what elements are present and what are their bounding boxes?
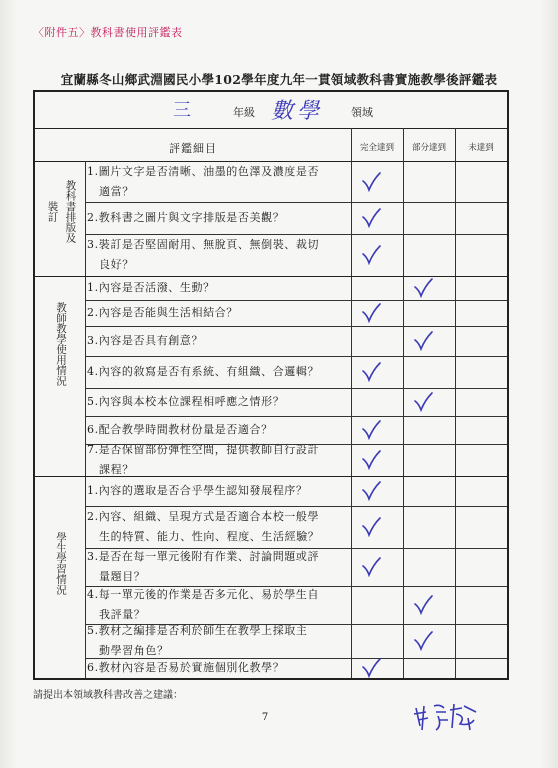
check-mark-icon — [361, 303, 381, 323]
category-3-name: 學生學習情況 — [55, 532, 67, 595]
category-divider — [85, 161, 86, 678]
col-divider-1 — [351, 128, 352, 678]
row-text-line1: 4.每一單元後的作業是否多元化、易於學生自 — [87, 588, 320, 601]
row-text-line2: 適當？ — [99, 184, 134, 198]
check-mark-icon — [361, 245, 381, 265]
row-text-line1: 3.內容是否具有創意？ — [87, 334, 204, 347]
table-row-item-10 — [87, 440, 349, 480]
check-mark-icon — [413, 595, 433, 615]
check-mark-icon — [413, 392, 433, 412]
table-row-item-15 — [87, 621, 349, 661]
page-number: 7 — [261, 712, 269, 723]
subject-label: 領域 — [351, 106, 373, 119]
row-text-line1: 1.內容的選取是否合乎學生認知發展程序？ — [87, 484, 308, 497]
category-1-name: 裝訂 — [46, 201, 59, 222]
row-text-line2: 生的特質、能力、性向、程度、生活經驗？ — [99, 530, 320, 543]
row-divider — [85, 586, 507, 587]
row-text-line2: 良好？ — [99, 258, 134, 271]
table-row-item-6 — [87, 331, 349, 351]
table-row-item-16 — [87, 658, 349, 678]
col-divider-3 — [455, 128, 456, 678]
header-partial: 部分達到 — [411, 143, 446, 153]
table-row-item-2 — [87, 208, 349, 228]
row-text-line1: 3.裝訂是否堅固耐用、無脫頁、無倒裝、裁切 — [87, 238, 320, 251]
table-row-item-9 — [87, 420, 349, 440]
grade-value: 三 — [173, 100, 197, 121]
table-row-item-5 — [87, 303, 349, 323]
row-text-line1: 3.是否在每一單元後附有作業、討論問題或評 — [87, 550, 320, 563]
row-divider — [85, 326, 507, 327]
table-row-item-7 — [87, 362, 349, 382]
row-divider — [85, 506, 507, 507]
table-row-item-13 — [87, 547, 349, 587]
col-divider-2 — [403, 128, 404, 678]
row-divider — [85, 202, 507, 203]
row-text-line1: 6.配合教學時間教材份量是否適合？ — [87, 423, 273, 436]
header-criteria: 評鑑細目 — [169, 142, 217, 155]
row-text-line1: 2.內容、組織、呈現方式是否適合本校一般學 — [87, 510, 320, 523]
row-text-line2: 課程？ — [99, 463, 134, 476]
row-text-line2: 我評量？ — [99, 608, 146, 621]
check-mark-icon — [361, 208, 381, 228]
header-complete: 完全達到 — [359, 143, 394, 153]
row-divider — [85, 388, 507, 389]
signature-image — [410, 696, 490, 736]
suggestion-label: 請提出本領域教科書改善之建議： — [33, 690, 183, 701]
row-text-line1: 1.圖片文字是否清晰、油墨的色澤及濃度是否 — [87, 164, 320, 178]
row-divider — [85, 300, 507, 301]
subject-value: 數學 — [271, 99, 324, 124]
row-text-line1: 4.內容的敘寫是否有系統、有組織、合邏輯？ — [87, 365, 320, 378]
row-text-line1: 6.教材內容是否易於實施個別化教學？ — [87, 661, 285, 674]
check-mark-icon — [413, 331, 433, 351]
row-divider — [85, 658, 507, 659]
table-row-item-3 — [87, 235, 349, 275]
row-divider — [85, 356, 507, 357]
appendix-label: 〈附件五〉教科書使用評鑑表 — [33, 26, 183, 39]
row-text-line1: 1.內容是否活潑、生動？ — [87, 281, 215, 294]
row-text-line1: 2.教科書之圖片與文字排版是否美觀？ — [87, 211, 285, 224]
row-text-line1: 2.內容是否能與生活相結合？ — [87, 306, 238, 319]
row-divider — [85, 234, 507, 235]
table-row-item-14 — [87, 585, 349, 625]
check-mark-icon — [413, 278, 433, 298]
header-none: 未達到 — [468, 143, 494, 153]
table-row-item-4 — [87, 278, 349, 298]
evaluation-table — [33, 90, 509, 680]
section-divider — [35, 476, 507, 477]
row-divider — [85, 416, 507, 417]
section-divider — [35, 276, 507, 277]
category-1-name2: 教科書排版及 — [64, 180, 77, 243]
row-text-line1: 7.是否保留部份彈性空間，提供教師自行設計 — [87, 443, 320, 456]
page-title: 宜蘭縣冬山鄉武淵國民小學102學年度九年一貫領域教科書實施教學後評鑑表 — [60, 72, 498, 87]
check-mark-icon — [361, 481, 381, 501]
row-text-line2: 動學習角色？ — [99, 644, 169, 657]
table-row-item-12 — [87, 507, 349, 547]
table-row-item-8 — [87, 392, 349, 412]
table-row-item-11 — [87, 481, 349, 501]
grade-label: 年級 — [233, 106, 255, 119]
row-divider — [85, 624, 507, 625]
grade-subject-row — [35, 92, 507, 129]
check-mark-icon — [361, 172, 381, 192]
category-2-name: 教師教學使用情況 — [55, 302, 67, 386]
row-divider — [85, 444, 507, 445]
check-mark-icon — [361, 517, 381, 537]
check-mark-icon — [361, 420, 381, 440]
check-mark-icon — [361, 557, 381, 577]
check-mark-icon — [413, 631, 433, 651]
row-text-line2: 量題目？ — [99, 570, 146, 583]
category-1 — [41, 180, 81, 243]
check-mark-icon — [361, 450, 381, 470]
table-row-item-1 — [87, 162, 349, 202]
row-text-line1: 5.教材之編排是否利於師生在教學上採取主 — [87, 624, 308, 637]
row-divider — [85, 548, 507, 549]
check-mark-icon — [361, 362, 381, 382]
check-mark-icon — [361, 658, 381, 678]
row-text-line1: 5.內容與本校本位課程相呼應之情形？ — [87, 395, 285, 408]
